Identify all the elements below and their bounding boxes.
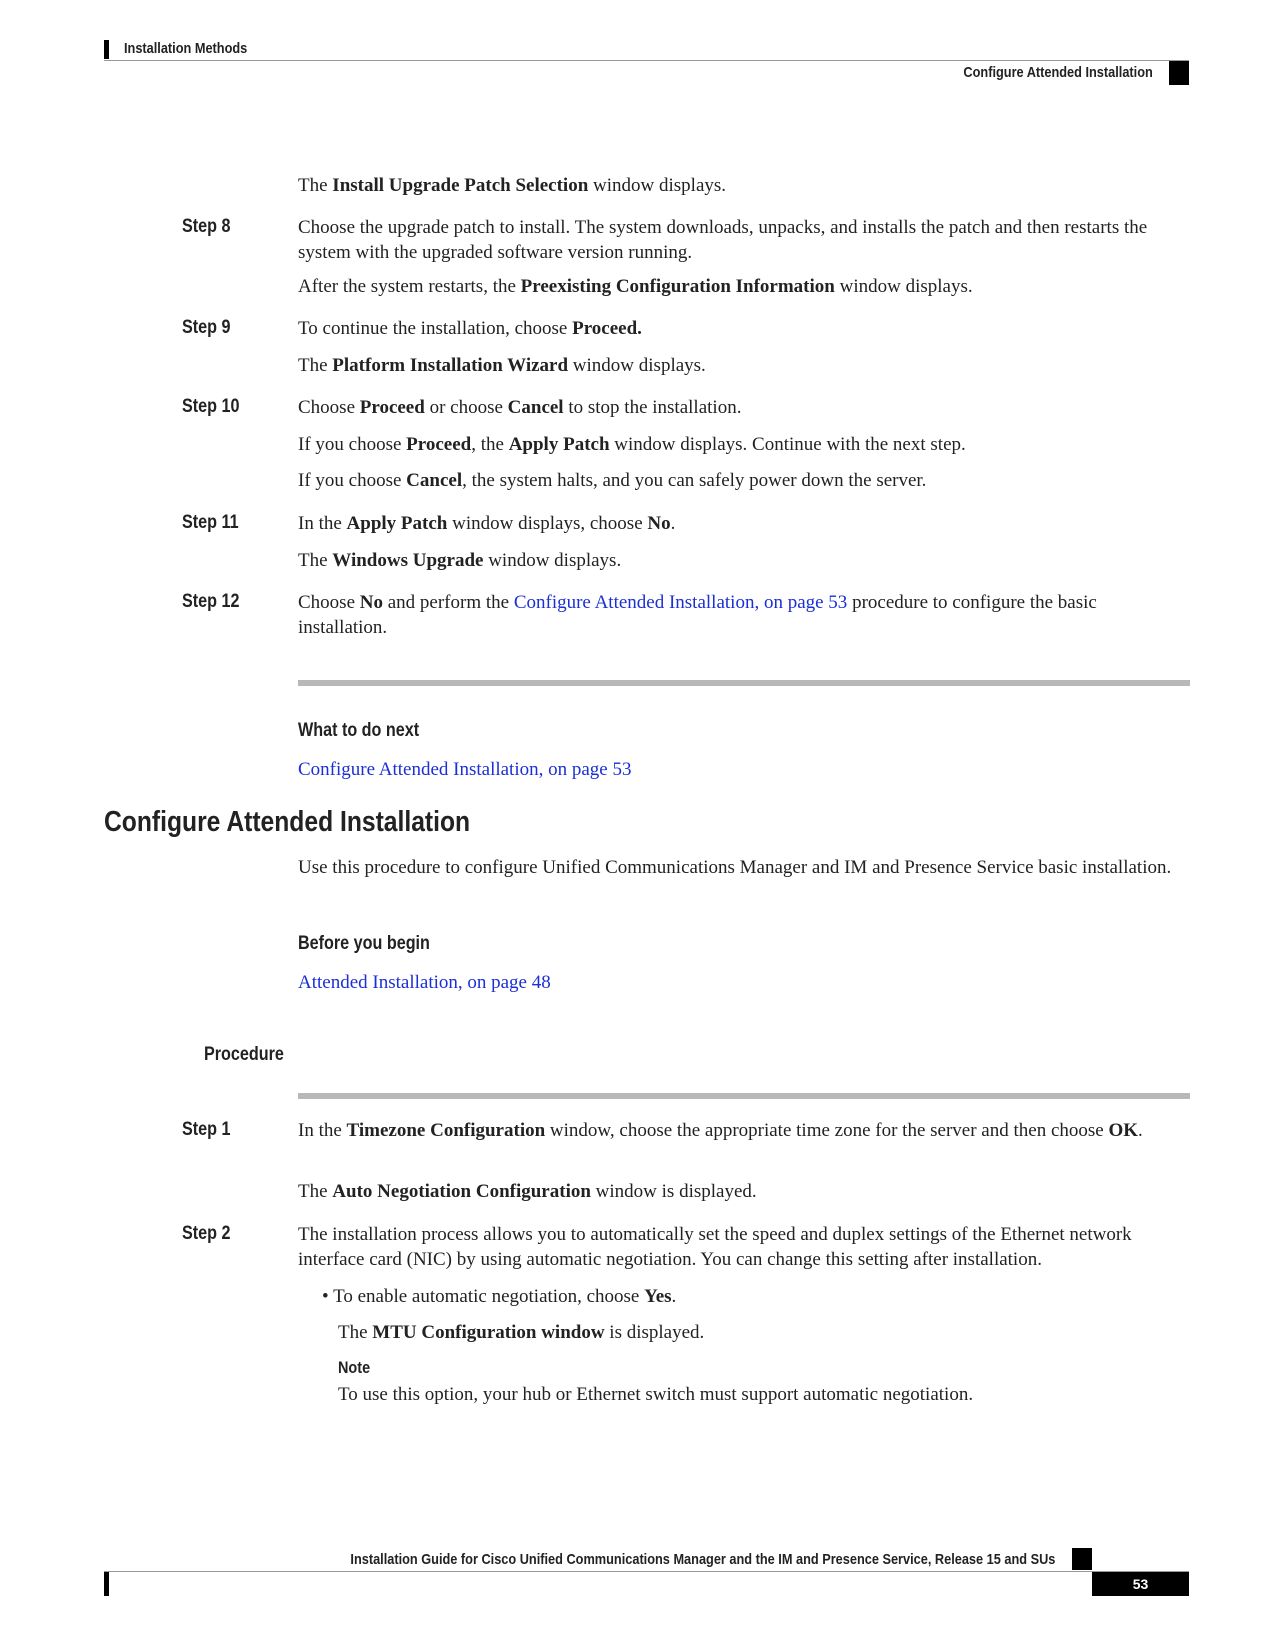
s11-p1-b: Apply Patch xyxy=(346,513,448,534)
s10-p2-d: Apply Patch xyxy=(508,434,610,455)
s1-p1-c: window, choose the appropriate time zone for the server and then choose xyxy=(545,1120,1109,1141)
mtu-bold: MTU Configuration window xyxy=(372,1322,605,1343)
step-10-cancel xyxy=(298,468,1190,493)
s10-p2-c: , the xyxy=(471,434,509,455)
footer-marker xyxy=(1072,1548,1092,1570)
step-2-mtu xyxy=(338,1320,1190,1345)
s12-p1-c: and perform the xyxy=(382,592,514,613)
step-12-text xyxy=(298,590,1190,640)
what-next-link[interactable]: Configure Attended Installation, on page 53 xyxy=(298,759,632,780)
step-1-result xyxy=(298,1179,1190,1204)
procedure-end-divider xyxy=(298,680,1190,686)
s11-p2-post: window displays. xyxy=(483,550,622,571)
s12-p1-b: No xyxy=(359,592,383,613)
intro-bold: Install Upgrade Patch Selection xyxy=(332,175,589,196)
mtu-post: is displayed. xyxy=(604,1322,705,1343)
header-section-title: Configure Attended Installation xyxy=(963,64,1153,81)
procedure-start-divider xyxy=(298,1093,1190,1099)
step-10-label: Step 10 xyxy=(182,396,240,417)
step-8-text: Choose the upgrade patch to install. The system downloads, unpacks, and installs the patch and then restarts the system with the upgraded software version running. xyxy=(298,217,1148,263)
footer-rule xyxy=(104,1571,1189,1572)
s10-p1-b: Proceed xyxy=(359,397,425,418)
s10-p2-e: window displays. Continue with the next step. xyxy=(609,434,966,455)
footer-left-bar xyxy=(104,1572,109,1596)
s1-p1-b: Timezone Configuration xyxy=(346,1120,546,1141)
step-9-result-bold: Platform Installation Wizard xyxy=(332,355,569,376)
s10-p3-c: , the system halts, and you can safely power down the server. xyxy=(462,470,927,491)
s10-p3-a: If you choose xyxy=(298,470,407,491)
s11-p1-d: No xyxy=(647,513,671,534)
page-number: 53 xyxy=(1092,1572,1189,1596)
step-9-bold: Proceed. xyxy=(572,318,642,339)
header-right-marker xyxy=(1169,61,1189,85)
s10-p2-b: Proceed xyxy=(406,434,472,455)
step-2-label: Step 2 xyxy=(182,1223,231,1244)
note-label: Note xyxy=(338,1358,371,1377)
step-12-configure-link[interactable]: Configure Attended Installation, on page 53 xyxy=(513,592,848,613)
bullet-post: . xyxy=(671,1286,677,1307)
s12-p1-d: procedure to configure the basic installation. xyxy=(298,592,1097,638)
header-rule xyxy=(104,60,1189,61)
step-1-text xyxy=(298,1118,1190,1143)
s10-p3-b: Cancel xyxy=(406,470,463,491)
s1-p1-d: OK xyxy=(1108,1120,1139,1141)
step-1-label: Step 1 xyxy=(182,1119,231,1140)
s1-p2-pre: The xyxy=(298,1181,333,1202)
header-left-bar xyxy=(104,40,109,59)
s10-p1-e: to stop the installation. xyxy=(563,397,742,418)
what-to-do-next-heading: What to do next xyxy=(298,720,420,741)
s10-p1-a: Choose xyxy=(298,397,360,418)
intro-post: window displays. xyxy=(588,175,727,196)
step-9-text xyxy=(298,316,1190,341)
bullet-bold: Yes xyxy=(644,1286,672,1307)
s1-p1-a: In the xyxy=(298,1120,347,1141)
step-10-proceed xyxy=(298,432,1190,457)
step-8-result-post: window displays. xyxy=(834,276,973,297)
intro-paragraph xyxy=(298,173,1190,198)
step-9-result-pre: The xyxy=(298,355,333,376)
section-intro: Use this procedure to configure Unified Communications Manager and IM and Presence Service basic installation. xyxy=(298,857,1172,878)
bullet-dot: • xyxy=(322,1286,329,1307)
procedure-heading: Procedure xyxy=(204,1044,284,1065)
step-8-result xyxy=(298,274,1190,299)
footer-guide-title: Installation Guide for Cisco Unified Communications Manager and the IM and Presence Service, Release 15 and SUs xyxy=(350,1551,1055,1568)
s10-p1-d: Cancel xyxy=(507,397,564,418)
s11-p2-bold: Windows Upgrade xyxy=(332,550,484,571)
header-chapter-title: Installation Methods xyxy=(124,40,248,57)
step-9-result xyxy=(298,353,1190,378)
s1-p1-e: . xyxy=(1138,1120,1143,1141)
step-9-pre: To continue the installation, choose xyxy=(298,318,573,339)
s12-p1-a: Choose xyxy=(298,592,360,613)
step-9-result-post: window displays. xyxy=(568,355,706,376)
s11-p1-a: In the xyxy=(298,513,347,534)
step-10-text xyxy=(298,395,1190,420)
s10-p1-c: or choose xyxy=(424,397,508,418)
step-11-text xyxy=(298,511,1190,536)
before-begin-link[interactable]: Attended Installation, on page 48 xyxy=(298,972,551,993)
step-11-result xyxy=(298,548,1190,573)
s11-p1-e: . xyxy=(670,513,676,534)
s10-p2-a: If you choose xyxy=(298,434,407,455)
s11-p2-pre: The xyxy=(298,550,333,571)
intro-pre: The xyxy=(298,175,333,196)
mtu-pre: The xyxy=(338,1322,373,1343)
before-you-begin-heading: Before you begin xyxy=(298,933,430,954)
s1-p2-post: window is displayed. xyxy=(590,1181,757,1202)
step-8-result-pre: After the system restarts, the xyxy=(298,276,521,297)
step-12-label: Step 12 xyxy=(182,591,240,612)
s11-p1-c: window displays, choose xyxy=(447,513,648,534)
step-2-bullet xyxy=(322,1284,1190,1309)
step-2-text: The installation process allows you to automatically set the speed and duplex settings of the Ethernet network interface card (NIC) by using automatic negotiation. You can change this setting after installation. xyxy=(298,1224,1132,1270)
bullet-pre: To enable automatic negotiation, choose xyxy=(333,1286,645,1307)
section-title: Configure Attended Installation xyxy=(104,806,471,838)
step-9-label: Step 9 xyxy=(182,317,231,338)
note-text: To use this option, your hub or Ethernet switch must support automatic negotiation. xyxy=(338,1384,974,1405)
step-8-result-bold: Preexisting Configuration Information xyxy=(520,276,835,297)
s1-p2-bold: Auto Negotiation Configuration xyxy=(332,1181,591,1202)
step-11-label: Step 11 xyxy=(182,512,239,533)
step-8-label: Step 8 xyxy=(182,216,231,237)
